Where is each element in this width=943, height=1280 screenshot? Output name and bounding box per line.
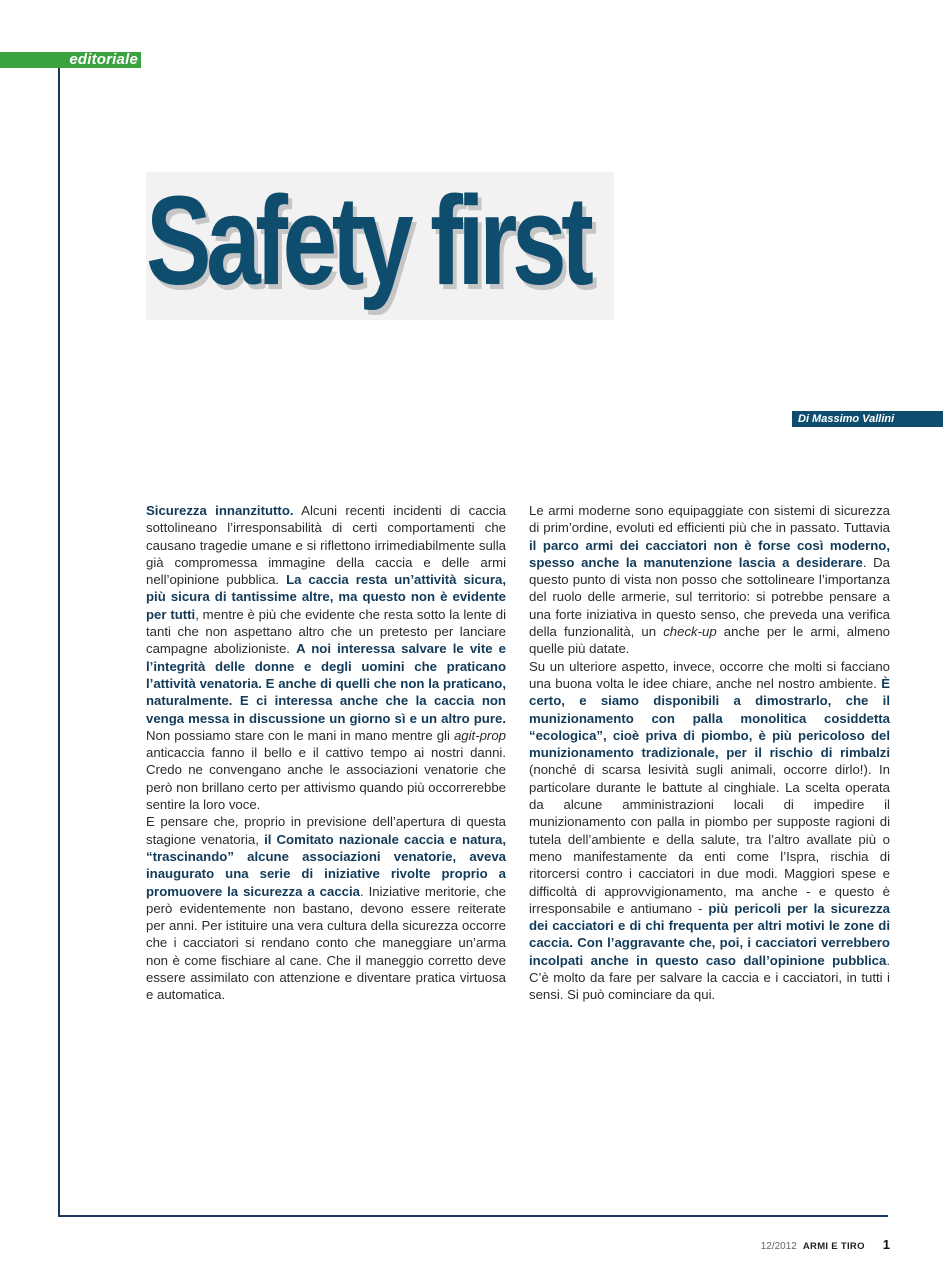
text-run: Alcuni recenti incidenti di caccia sottolineano l’irresponsabilità di certi comportamenti che causano tragedie umane e si riflettono irrimediabilmente sulla già compromessa immagine della caccia e delle armi nell’opinione pubblica. <box>146 503 506 588</box>
text-run: La caccia resta un’attività sicura, più sicura di tantissime altre, ma questo non è evidente per tutti <box>146 572 506 622</box>
frame-left-rule <box>58 68 60 1217</box>
text-run: il parco armi dei cacciatori non è forse così moderno, spesso anche la manutenzione lascia a desiderare <box>529 537 890 570</box>
paragraph <box>529 658 890 1004</box>
paragraph <box>146 813 506 1003</box>
text-run: Le armi moderne sono equipaggiate con sistemi di sicurezza di prim’ordine, evoluti ed efficienti più che in passato. Tuttavia <box>529 503 890 536</box>
byline: Di Massimo Vallini <box>798 413 895 425</box>
text-run: anticaccia fanno il bello e il cattivo tempo ai nostri danni. Credo ne convengano anche le associazioni venatorie che però non brillano certo per attivismo quando più occorrerebbe sentire la loro voce. <box>146 745 506 813</box>
section-label: editoriale <box>69 51 138 68</box>
text-run: . Da questo punto di vista non posso che sottolineare l’importanza del ruolo delle armerie, sul territorio: si potrebbe pensare a una forte iniziativa in questo senso, che preveda una verifica della funzionalità, un <box>529 554 890 640</box>
text-run: Sicurezza innanzitutto. <box>146 503 294 518</box>
text-run: È certo, e siamo disponibili a dimostrarlo, che il munizionamento con palla monolitica cosiddetta “ecologica”, cioè priva di piombo, è più pericoloso del munizionamento tradizionale, per il rischio di rimbalzi <box>529 675 890 761</box>
text-run: check-up <box>663 624 717 640</box>
section-tag <box>0 52 141 68</box>
text-run: . C’è molto da fare per salvare la caccia e i cacciatori, in tutti i sensi. Si può cominciare da qui. <box>529 952 890 1003</box>
text-run: agit-prop <box>453 727 506 743</box>
text-run: E pensare che, proprio in previsione dell’apertura di questa stagione venatoria, <box>146 814 506 847</box>
text-run: il Comitato nazionale caccia e natura, “trascinando” alcune associazioni venatorie, aveva inaugurato una serie di iniziative rivolte proprio a promuovere la sicurezza a caccia <box>146 831 506 899</box>
page-footer <box>761 1236 890 1254</box>
text-run: A noi interessa salvare le vite e l’integrità delle donne e degli uomini che praticano l’attività venatoria. E anche di quelli che non la praticano, naturalmente. E ci interessa anche che la caccia non venga messa in discussione un giorno sì e un altro pure. <box>146 641 506 726</box>
text-run: , mentre è più che evidente che resta sotto la lente di tanti che non aspettano altro che un pretesto per lanciare campagne abolizioniste. <box>146 606 506 657</box>
text-run: Non possiamo stare con le mani in mano mentre gli <box>146 727 454 743</box>
byline-bar <box>792 411 943 427</box>
text-run: Su un ulteriore aspetto, invece, occorre che molti si facciano una buona volta le idee chiare, anche nel nostro ambiente. <box>529 658 890 691</box>
text-run: più pericoli per la sicurezza dei cacciatori e di chi frequenta per altri motivi le zone di caccia. Con l’aggravante che, poi, i cacciatori verrebbero incolpati anche in questo caso dall’opinione pubblica <box>529 900 890 968</box>
text-run: . Iniziative meritorie, che però evidentemente non bastano, devono essere reiterate per anni. Per istituire una vera cultura della sicurezza occorre che i cacciatori si rendano conto che maneggiare un’arma non è come fischiare al cane. Che il maneggio corretto deve essere assimilato con attenzione e diventare pratica virtuosa e automatica. <box>146 883 506 1003</box>
article-title: Safety first <box>146 170 589 311</box>
frame-bottom-rule <box>58 1215 888 1217</box>
text-run: (nonché di scarsa lesività sugli animali, occorre dirlo!). In particolare durante le battute al cinghiale. La scelta operata da alcune amministrazioni locali di impedire il munizionamento con palla in piombo per supposte ragioni di tutela dell’ambiente e della salute, tra l’altro avallate più o meno manifestamente da enti come l’Ispra, rischia di ritorcersi contro i cacciatori in due modi. Maggiori spese e difficoltà di approvvigionamento, ma anche - e questo è irresponsabile e antiumano - <box>529 762 890 916</box>
page-number: 1 <box>882 1237 890 1252</box>
text-run: anche per le armi, almeno quelle più datate. <box>529 624 890 657</box>
magazine-name: ARMI E TIRO <box>802 1241 865 1252</box>
text-column-left <box>146 502 506 1004</box>
text-column-right <box>529 502 890 1004</box>
issue-date: 12/2012 <box>760 1241 797 1252</box>
paragraph <box>146 502 506 813</box>
paragraph <box>529 502 890 658</box>
